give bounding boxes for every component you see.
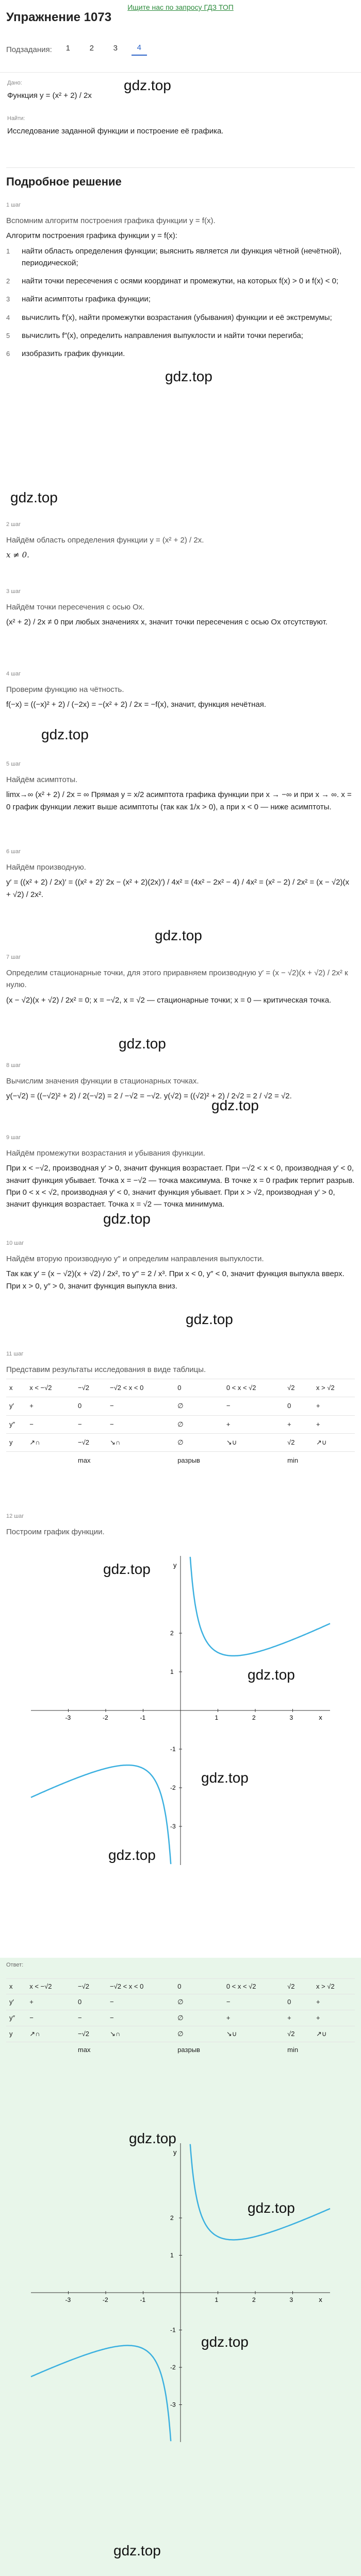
watermark: gdz.top: [165, 368, 212, 384]
x-tick-label: 3: [289, 2296, 293, 2303]
y-tick-label: 1: [170, 2251, 174, 2259]
y-tick-label: -3: [170, 2401, 176, 2409]
x-tick-label: 1: [215, 1714, 219, 1721]
step-text: Представим результаты исследования в виде таблицы.: [6, 1365, 206, 1375]
table-row: y′ + 0 − ∅ − 0 +: [6, 1397, 355, 1415]
watermark: gdz.top: [103, 1561, 151, 1577]
step-result: (x² + 2) / 2x ≠ 0 при любых значениях x, значит точки пересечения с осью Ox отсутствуют.: [6, 618, 327, 627]
y-tick-label: -2: [170, 1784, 176, 1791]
step-text: Проверим функцию на чётность.: [6, 685, 124, 694]
x-tick-label: 2: [252, 2296, 256, 2303]
x-tick-label: -3: [65, 1714, 71, 1721]
watermark: gdz.top: [155, 927, 202, 943]
subtask-label: Подзадания:: [6, 45, 52, 54]
watermark: gdz.top: [129, 2130, 176, 2146]
step-result: При x < −√2, производная y′ > 0, значит функция возрастает. При −√2 < x < 0, производная y′ < 0, значит функция убывает. Точка x = −√2 — точка максимума. В точке x = 0 график терпит разрыв. При 0 < x < √2, производная y′ < 0, значит функция убывает. При x > √2, производная y′ > 0, значит функция возрастает. Точка x = √2 — точка минимума.: [6, 1164, 355, 1209]
table-row: max разрыв min: [6, 1451, 355, 1469]
y-tick-label: -3: [170, 1823, 176, 1830]
tab-4[interactable]: 4: [132, 43, 147, 56]
y-tick-label: -2: [170, 2364, 176, 2371]
step-result: limx→∞ (x² + 2) / 2x = ∞ Прямая y = x/2 асимптота графика функции при x → −∞ и при x → ∞. x = 0 график функции лежит выше асимптоты (так как 1/x > 0), а при x < 0 — ниже асимптоты.: [6, 790, 352, 811]
y-axis-label: у: [173, 2148, 177, 2156]
step-10: [6, 1239, 355, 1295]
x-tick-label: -2: [103, 2296, 108, 2303]
answer-table: [6, 1978, 355, 2057]
tab-3[interactable]: 3: [113, 44, 118, 53]
x-axis-label: x: [319, 1714, 322, 1721]
y-tick-label: -1: [170, 2326, 176, 2334]
step-1: [6, 201, 355, 366]
function-graph: [21, 1546, 340, 1875]
watermark: gdz.top: [211, 1097, 259, 1113]
answer-graph: [21, 2133, 340, 2452]
watermark: gdz.top: [41, 726, 89, 742]
step-text: Найдём производную.: [6, 863, 86, 872]
curve-right: [190, 1557, 330, 1656]
study-table: [6, 1379, 355, 1469]
find-label: Найти:: [7, 115, 25, 122]
given-label: Дано:: [7, 80, 22, 86]
find-text: Исследование заданной функции и построение её графика.: [7, 127, 224, 135]
step-label: 1 шаг: [6, 202, 21, 208]
step-text: Определим стационарные точки, для этого приравняем производную y′ = (x − √2)(x + √2) / 2x² к нулю.: [6, 969, 348, 990]
step-3: [6, 587, 355, 632]
answer-label: Ответ:: [6, 1962, 24, 1968]
watermark: gdz.top: [119, 1036, 166, 1052]
step-label: 4 шаг: [6, 671, 21, 677]
y-axis-label: y: [173, 1561, 177, 1569]
step-result: (x − √2)(x + √2) / 2x² = 0; x = −√2, x = √2 — стационарные точки; x = 0 — критическая точка.: [6, 995, 332, 1005]
step-text: Найдём асимптоты.: [6, 775, 78, 785]
list-item: 5 вычислить f″(x), определить направления выпуклости и найти точки перегиба;: [6, 331, 303, 340]
list-item: 1 найти область определения функции; выяснить является ли функция чётной (нечётной), периодической;: [6, 246, 342, 267]
step-result: x ≠ 0.: [6, 550, 29, 560]
answer-box: [0, 1958, 361, 2576]
step-5: [6, 760, 355, 816]
list-item: 3 найти асимптоты графика функции;: [6, 295, 151, 304]
step-label: 12 шаг: [6, 1513, 24, 1519]
watermark: gdz.top: [10, 489, 58, 505]
step-label: 9 шаг: [6, 1134, 21, 1141]
subtask-tabs: [6, 43, 147, 56]
table-row: y ↗∩ −√2 ↘∩ ∅ ↘∪ √2 ↗∪: [6, 1433, 355, 1451]
step-label: 11 шаг: [6, 1351, 24, 1357]
step-label: 7 шаг: [6, 954, 21, 960]
x-tick-label: 1: [215, 2296, 219, 2303]
curve-left: [31, 1765, 171, 1864]
table-header-row: x x < −√2 −√2 −√2 < x < 0 0 0 < x < √2 √2 x > √2: [6, 1979, 355, 1994]
step-label: 8 шаг: [6, 1062, 21, 1069]
step-result: y(−√2) = ((−√2)² + 2) / 2(−√2) = 2 / −√2 = −√2. y(√2) = ((√2)² + 2) / 2√2 = 2 / √2 = √2.: [6, 1092, 292, 1101]
watermark: gdz.top: [108, 1847, 156, 1863]
step-7: [6, 953, 355, 1009]
step-9: [6, 1133, 355, 1213]
x-tick-label: -1: [140, 1714, 146, 1721]
step-label: 5 шаг: [6, 761, 21, 767]
y-tick-label: 1: [170, 1668, 174, 1675]
step-label: 10 шаг: [6, 1240, 24, 1246]
curve-left: [31, 2346, 171, 2442]
x-tick-label: -1: [140, 2296, 146, 2303]
x-tick-label: 3: [289, 1714, 293, 1721]
step-text: Найдём вторую производную y″ и определим направления выпуклости.: [6, 1255, 264, 1264]
step-label: 2 шаг: [6, 521, 21, 528]
tab-2[interactable]: 2: [89, 44, 94, 53]
step-result: y′ = ((x² + 2) / 2x)′ = ((x² + 2)′ 2x − (x² + 2)(2x)′) / 4x² = (4x² − 2x² − 4) / 4x² = (x² − 2) / 2x² = (x − √2)(x + √2) / 2x².: [6, 878, 350, 899]
x-tick-label: -3: [65, 2296, 71, 2303]
table-row: max разрыв min: [6, 2042, 355, 2058]
watermark: gdz.top: [248, 1667, 295, 1683]
step-6: [6, 848, 355, 904]
step-8: [6, 1061, 355, 1106]
watermark: gdz.top: [201, 1770, 249, 1786]
y-tick-label: 2: [170, 2214, 174, 2222]
algo-list: [6, 245, 355, 360]
step-label: 6 шаг: [6, 849, 21, 855]
list-item: 2 найти точки пересечения с осями координат и промежутки, на которых f(x) > 0 и f(x) < 0;: [6, 277, 339, 286]
watermark: gdz.top: [201, 2334, 249, 2350]
step-11: [6, 1350, 355, 1469]
tab-1[interactable]: 1: [65, 44, 70, 53]
y-tick-label: -1: [170, 1745, 176, 1753]
step-text: Построим график функции.: [6, 1528, 105, 1537]
list-item: 6 изобразить график функции.: [6, 349, 125, 359]
step-text: Найдём область определения функции y = (x² + 2) / 2x.: [6, 536, 204, 545]
given-function: Функция y = (x² + 2) / 2x: [7, 91, 92, 100]
top-banner[interactable]: Ищите нас по запросу ГДЗ ТОП: [127, 3, 234, 11]
y-tick-label: 2: [170, 1630, 174, 1637]
table-row: y ↗∩ −√2 ↘∩ ∅ ↘∪ √2 ↗∪: [6, 2026, 355, 2042]
curve-right: [190, 2144, 330, 2240]
divider: [6, 167, 355, 168]
table-header-row: x x < −√2 −√2 −√2 < x < 0 0 0 < x < √2 √2 x > √2: [6, 1379, 355, 1397]
x-axis-label: x: [319, 2296, 322, 2303]
watermark: gdz.top: [113, 2543, 161, 2558]
table-row: y″ − − − ∅ + + +: [6, 1415, 355, 1433]
step-text: Найдём промежутки возрастания и убывания функции.: [6, 1149, 205, 1158]
watermark: gdz.top: [103, 1211, 151, 1227]
step-text: Вычислим значения функции в стационарных точках.: [6, 1077, 199, 1086]
step-result: f(−x) = ((−x)² + 2) / (−2x) = −(x² + 2) / 2x = −f(x), значит, функция нечётная.: [6, 700, 267, 709]
step-text: Найдём точки пересечения с осью Ox.: [6, 603, 145, 612]
step-result: Так как y′ = (x − √2)(x + √2) / 2x², то y″ = 2 / x³. При x < 0, y″ < 0, значит функция выпукла вверх. При x > 0, y″ > 0, значит функция выпукла вниз.: [6, 1269, 344, 1291]
watermark: gdz.top: [124, 77, 171, 93]
list-item: 4 вычислить f′(x), найти промежутки возрастания (убывания) функции и её экстремумы;: [6, 313, 332, 322]
table-row: y′ + 0 − ∅ − 0 +: [6, 1994, 355, 2010]
solution-title: Подробное решение: [6, 175, 122, 188]
x-tick-label: -2: [103, 1714, 108, 1721]
table-row: y″ − − − ∅ + + +: [6, 2010, 355, 2026]
step-4: [6, 670, 355, 714]
step-2: [6, 520, 355, 565]
step-label: 3 шаг: [6, 588, 21, 595]
step-intro: Вспомним алгоритм построения графика функции y = f(x).: [6, 216, 216, 226]
algo-title: Алгоритм построения графика функции y = f(x):: [6, 231, 177, 241]
watermark: gdz.top: [248, 2200, 295, 2216]
x-tick-label: 2: [252, 1714, 256, 1721]
watermark: gdz.top: [186, 1311, 233, 1327]
step-12: [6, 1512, 355, 1541]
page-title: Упражнение 1073: [6, 10, 112, 24]
condition-block: [0, 72, 361, 143]
